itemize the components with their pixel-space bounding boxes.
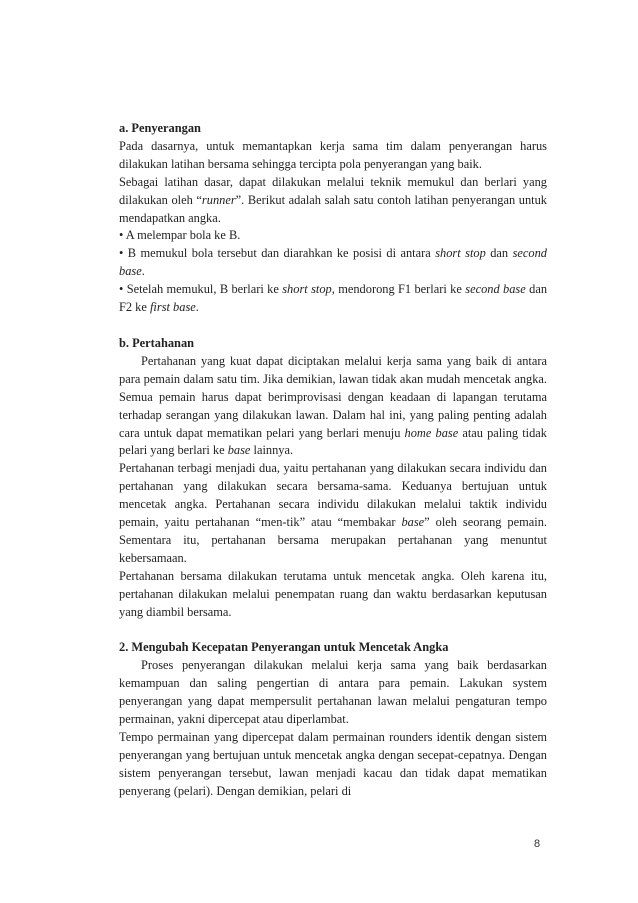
list-item: • B memukul bola tersebut dan diarahkan ke posisi di antara short stop dan second base. (119, 246, 547, 279)
paragraph: Pertahanan yang kuat dapat diciptakan melalui kerja sama yang baik di antara para pemain dalam satu tim. Jika demikian, lawan tidak akan mudah mencetak angka. Semua pemain harus dapat berimprovisasi dengan keadaan di lapangan terutama terhadap serangan yang dilakukan lawan. Dalam hal ini, yang paling penting adalah cara untuk dapat mematikan pelari yang berlari menuju home base atau paling tidak pelari yang berlari ke base lainnya. (119, 353, 547, 458)
paragraph: Tempo permainan yang dipercepat dalam permainan rounders identik dengan sistem penyerangan yang bertujuan untuk mencetak angka dengan secepat-cepatnya. Dengan sistem penyerangan tersebut, lawan menjadi kacau dan tidak dapat mematikan penyerang (pelari). Dengan demikian, pelari di (119, 730, 547, 798)
paragraph: Pertahanan terbagi menjadi dua, yaitu pertahanan yang dilakukan secara individu dan pertahanan yang dilakukan secara bersama-sama. Keduanya bertujuan untuk mencetak angka. Pertahanan secara individu dilakukan melalui taktik individu pemain, yaitu pertahanan “men-tik” atau “membakar base” oleh seorang pemain. Sementara itu, pertahanan bersama merupakan pertahanan yang menuntut kebersamaan. (119, 461, 547, 565)
heading-penyerangan: a. Penyerangan (119, 121, 201, 135)
list-item: • Setelah memukul, B berlari ke short stop, mendorong F1 berlari ke second base dan F2 ke first base. (119, 282, 548, 315)
paragraph: Pada dasarnya, untuk memantapkan kerja sama tim dalam penyerangan harus dilakukan latihan bersama sehingga tercipta pola penyerangan yang baik. (119, 138, 547, 171)
paragraph: Pertahanan bersama dilakukan terutama untuk mencetak angka. Oleh karena itu, pertahanan dilakukan melalui penempatan ruang dan waktu berdasarkan keputusan yang diambil bersama. (119, 568, 547, 619)
document-body (119, 120, 547, 801)
paragraph: Proses penyerangan dilakukan melalui kerja sama yang baik berdasarkan kemampuan dan saling pengertian di antara para pemain. Lakukan system penyerangan yang dapat mempersulit pertahanan lawan melalui pengaturan tempo permainan, yakni dipercepat atau diperlambat. (119, 658, 547, 727)
heading-pertahanan: b. Pertahanan (119, 335, 195, 350)
page-number: 8 (534, 838, 541, 850)
heading-section-2: 2. Mengubah Kecepatan Penyerangan untuk Mencetak Angka (119, 640, 449, 655)
list-item: • A melempar bola ke B. (119, 228, 241, 243)
paragraph: Sebagai latihan dasar, dapat dilakukan melalui teknik memukul dan berlari yang dilakukan oleh “runner”. Berikut adalah salah satu contoh latihan penyerangan untuk mendapatkan angka. (119, 174, 547, 225)
